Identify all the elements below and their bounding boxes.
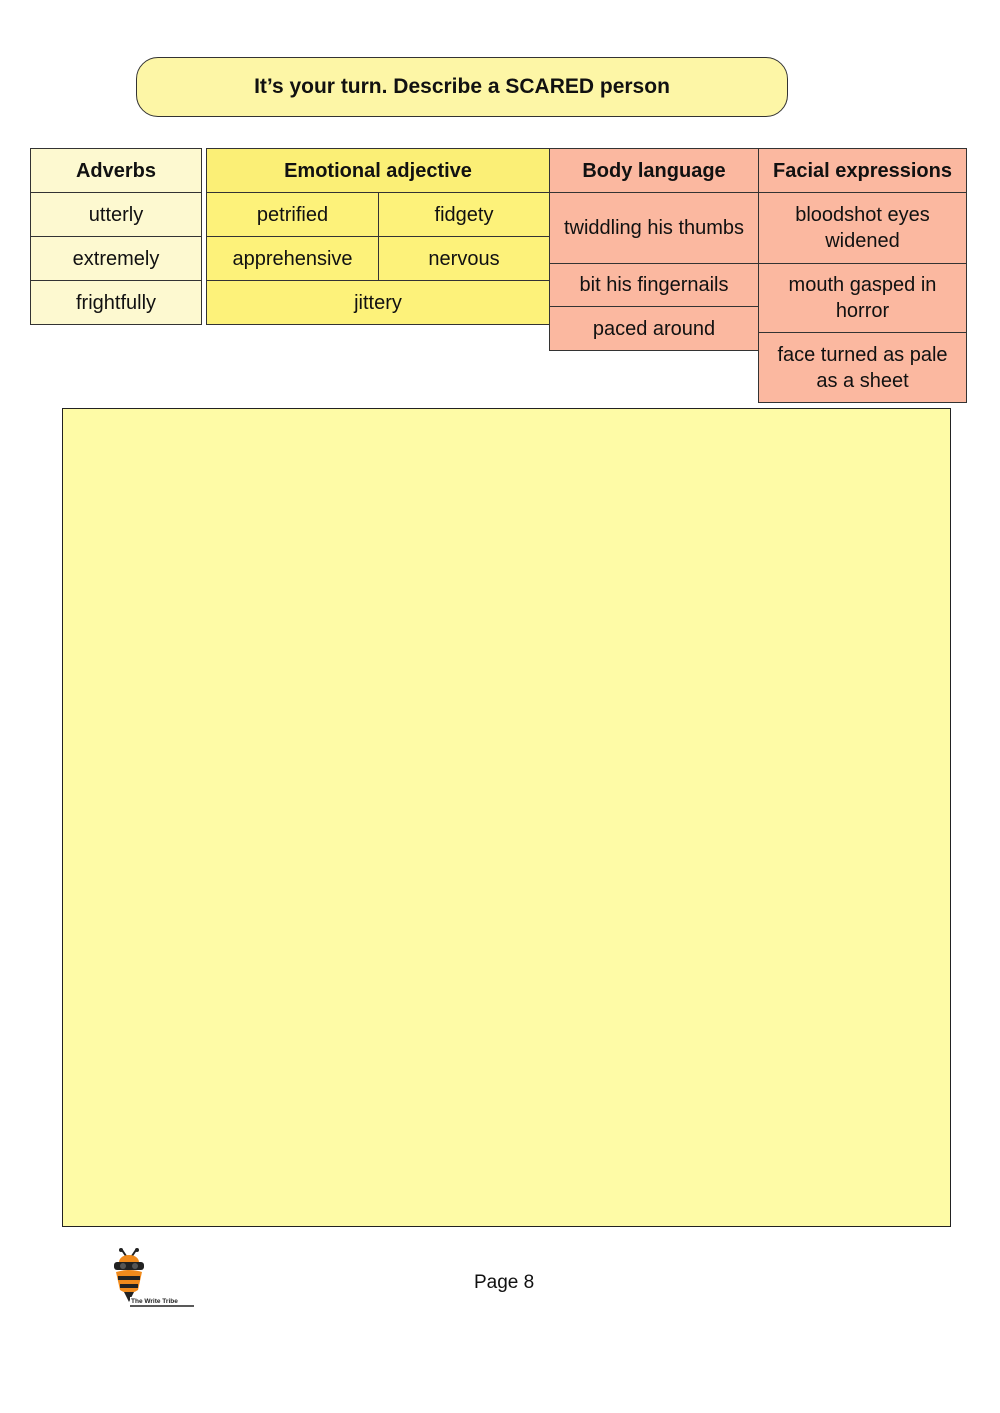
body-language-header: Body language <box>549 148 759 193</box>
page-number: Page 8 <box>474 1272 535 1293</box>
adjective-cell: fidgety <box>378 192 550 237</box>
adverb-cell: utterly <box>30 192 202 237</box>
logo-text: The Write Tribe <box>131 1298 178 1305</box>
facial-expression-cell: bloodshot eyes widened <box>758 192 967 264</box>
adverb-cell: frightfully <box>30 280 202 325</box>
bee-icon <box>108 1248 198 1310</box>
write-tribe-logo <box>108 1248 198 1315</box>
adjective-cell: jittery <box>206 280 550 325</box>
adjective-cell: petrified <box>206 192 379 237</box>
body-language-cell: paced around <box>549 306 759 351</box>
facial-expression-cell: mouth gasped in horror <box>758 263 967 333</box>
page-title: It’s your turn. Describe a SCARED person <box>136 57 788 117</box>
emotional-adjective-header: Emotional adjective <box>206 148 550 193</box>
facial-expressions-header: Facial expressions <box>758 148 967 193</box>
body-language-cell: bit his fingernails <box>549 263 759 307</box>
facial-expression-cell: face turned as pale as a sheet <box>758 332 967 403</box>
adjective-cell: apprehensive <box>206 236 379 281</box>
adjective-cell: nervous <box>378 236 550 281</box>
adverb-cell: extremely <box>30 236 202 281</box>
adverbs-header: Adverbs <box>30 148 202 193</box>
body-language-cell: twiddling his thumbs <box>549 192 759 264</box>
writing-area[interactable] <box>62 408 951 1227</box>
